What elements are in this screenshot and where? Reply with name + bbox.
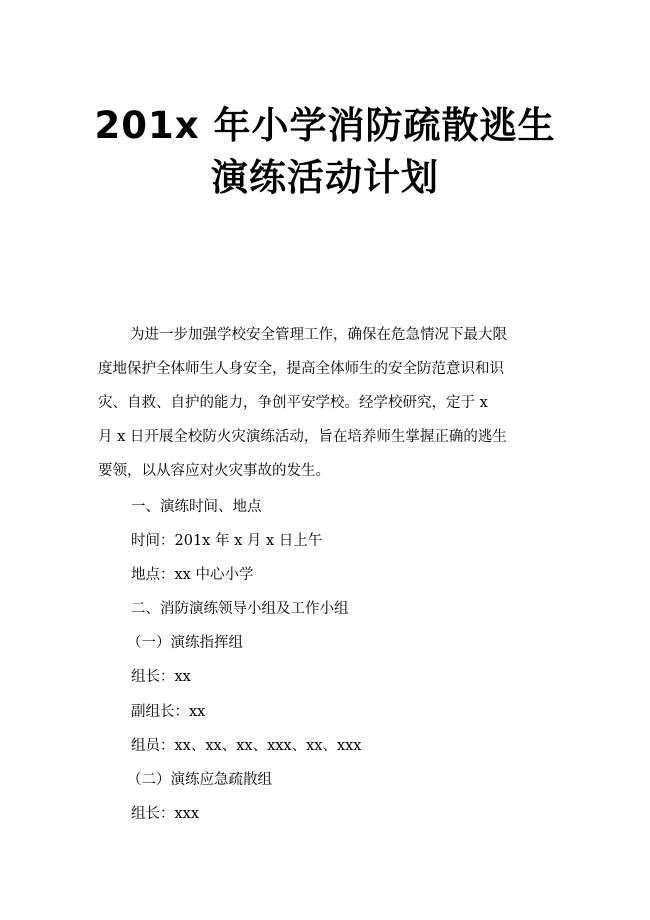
command-group-deputy-leader: 副组长：xx	[131, 704, 206, 720]
intro-paragraph	[98, 318, 554, 488]
evacuation-group-leader: 组长：xxx	[131, 806, 200, 822]
command-group-leader: 组长：xx	[131, 669, 191, 685]
section-heading-time-place: 一、演练时间、地点	[131, 499, 262, 515]
command-group-members: 组员：xx、xx、xx、xxx、xx、xxx	[131, 738, 362, 754]
intro-line: 灾、自救、自护的能力，争创平安学校。经学校研究，定于 x	[98, 395, 488, 411]
drill-time: 时间：201x 年 x 月 x 日上午	[131, 533, 323, 549]
intro-line: 度地保护全体师生人身安全，提高全体师生的安全防范意识和识	[98, 361, 504, 377]
intro-line: 为进一步加强学校安全管理工作，确保在危急情况下最大限	[130, 327, 507, 343]
drill-location: 地点：xx 中心小学	[131, 567, 254, 583]
subsection-evacuation-group: （二）演练应急疏散组	[127, 772, 272, 788]
intro-line: 要领，以从容应对火灾事故的发生。	[98, 463, 330, 479]
section-heading-groups: 二、消防演练领导小组及工作小组	[131, 601, 349, 617]
subsection-command-group: （一）演练指挥组	[127, 635, 243, 651]
document-title-line-1: 201x 年小学消防疏散逃生	[94, 104, 556, 147]
document-title-line-2: 演练活动计划	[211, 156, 439, 199]
intro-line: 月 x 日开展全校防火灾演练活动，旨在培养师生掌握正确的逃生	[98, 429, 507, 445]
